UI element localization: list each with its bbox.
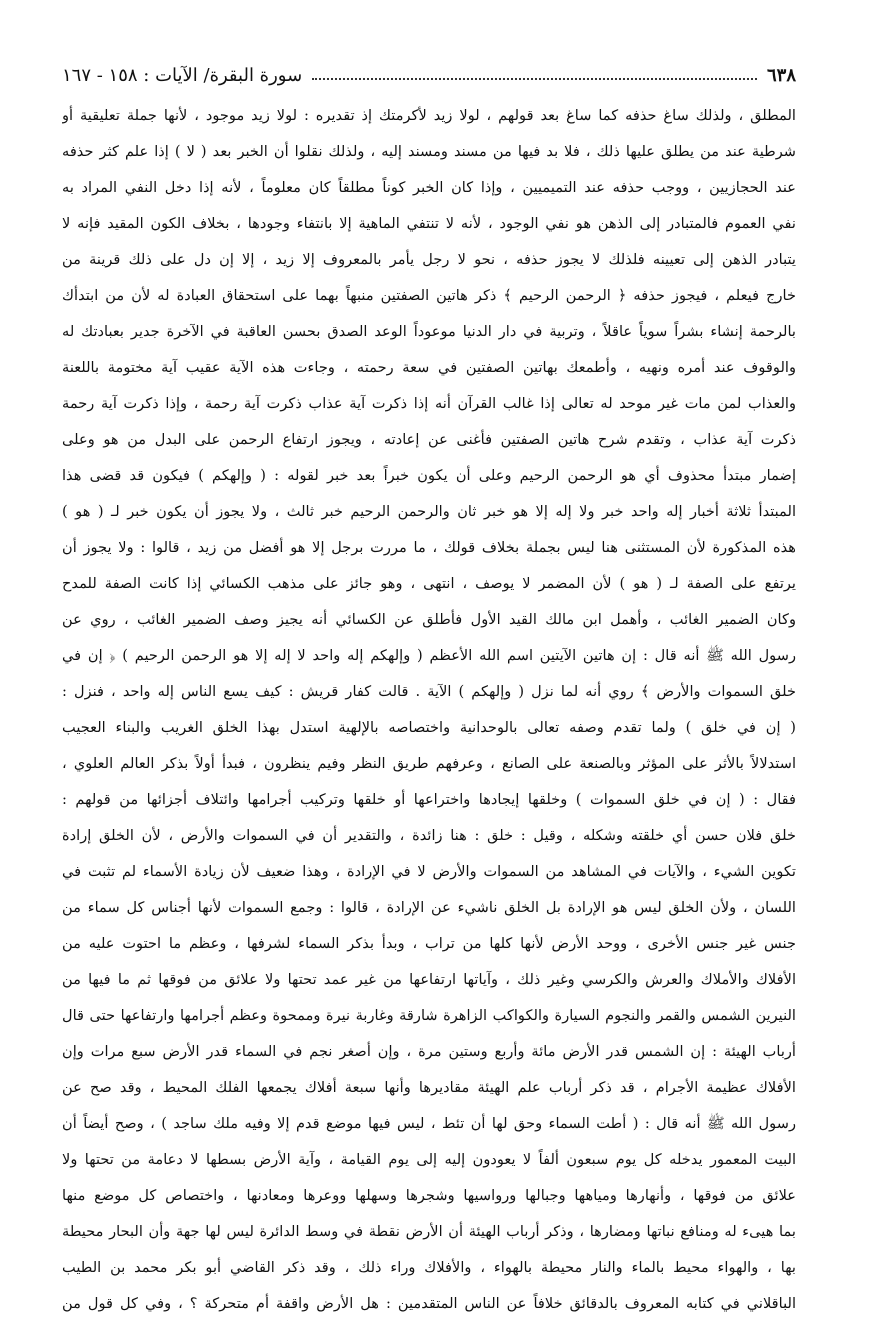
text-line: الأفلاك والأملاك والعرش والكرسي وغير ذلك ، وآياتها ارتفاعها من غير عمد تحتها ولا علائق من فوقها ثم ما فيها من [62, 971, 796, 988]
body-text [62, 98, 796, 1322]
header-dotted-leader [312, 78, 757, 80]
text-line: اللسان ، ولأن الخلق ليس هو الإرادة بل الخلق ناشيء عن الإرادة ، قالوا : وجمع السموات لأنها أجناس كل سماء من [62, 899, 796, 916]
text-line: والعذاب لمن مات غير موحد له تعالى إذا غالب القرآن أنه إذا ذكرت آية عذاب ذكرت آية رحمة ، وإذا ذكرت آية رحمة [62, 395, 796, 412]
text-line: بما هيىء له ومنافع نباتها ومضارها ، وذكر أرباب الهيئة أن الأرض نقطة في وسط الدائرة ليس لها جهة وأن البحار محيطة [62, 1223, 796, 1240]
text-line: ذكرت آية عذاب ، وتقدم شرح هاتين الصفتين فأغنى عن إعادته ، ويجوز ارتفاع الرحمن على البدل من هو وعلى [62, 431, 796, 448]
text-line: خلق السموات والأرض ﴾ روي أنه لما نزل ( وإلهكم ) الآية . قالت كفار قريش : كيف يسع الناس إله واحد ، فنزل : [62, 683, 796, 700]
text-line: الأفلاك عظيمة الأجرام ، قد ذكر أرباب علم الهيئة مقاديرها وأنها سبعة أفلاك يجمعها الفلك المحيط ، وقد صح عن [62, 1079, 796, 1096]
text-line: إضمار مبتدأ محذوف أي هو الرحمن الرحيم وعلى أن يكون خبراً بعد خبر لقوله : ( وإلهكم ) فيكون قد قضى هذا [62, 467, 796, 484]
text-line: وكان الضمير الغائب ، وأهمل ابن مالك القيد الأول فأطلق عن الكسائي أنه يجيز وصف الضمير الغائب ، روي عن [62, 611, 796, 628]
text-line: استدلالاً بالأثر على المؤثر وبالصنعة على الصانع ، وعرفهم طريق النظر وفيم ينظرون ، فبدأ أولاً بذكر العالم العلوي ، [62, 755, 796, 772]
text-line: بالرحمة إنشاء بشراً سوياً عاقلاً ، وتربية في دار الدنيا موعوداً الوعد الصدق بحسن العاقبة في الآخرة جدير بعبادتك له [62, 323, 796, 340]
text-line: يرتفع على الصفة لـ ( هو ) لأن المضمر لا يوصف ، انتهى ، وهو جائز على مذهب الكسائي إذا كانت الصفة للمدح [62, 575, 796, 592]
text-line: يتبادر الذهن إلى تعيينه فلذلك لا يجوز حذفه ، نحو لا رجل يأمر بالمعروف إلا زيد ، إلا إن دل على ذلك قرينة من [62, 251, 796, 268]
running-title: سورة البقرة/ الآيات : ١٥٨ - ١٦٧ [62, 64, 303, 86]
text-line: عند الحجازيين ، ووجب حذفه عند التميميين ، وإذا كان الخبر كوناً مطلقاً كان معلوماً ، لأنه إذا دخل النفي المراد به [62, 179, 796, 196]
text-line: البيت المعمور يدخله كل يوم سبعون ألفاً لا يعودون إليه إلى يوم القيامة ، وآية الأرض بسطها لا دعامة من تحتها ولا [62, 1151, 796, 1168]
text-line: النيرين الشمس والقمر والنجوم السيارة والكواكب الزاهرة شارقة وغاربة نيرة وممحوة وعظم أجرامها وارتفاعها حتى قال [62, 1007, 796, 1024]
text-line: أرباب الهيئة : إن الشمس قدر الأرض مائة وأربع وستين مرة ، وإن أصغر نجم في السماء قدر الأرض سبع مرات وإن [62, 1043, 796, 1060]
text-line: تكوين الشيء ، والآيات في المشاهد من السموات والأرض لا في الإرادة ، وهذا ضعيف لأن زيادة الأسماء لم تثبت في [62, 863, 796, 880]
page-number: ٦٣٨ [766, 64, 796, 86]
text-line: الباقلاني في كتابه المعروف بالدقائق خلافاً عن الناس المتقدمين : هل الأرض واقفة أم متحركة ؟ ، وفي كل قول من [62, 1295, 796, 1312]
text-line: رسول الله ﷺ أنه قال : ( أطت السماء وحق لها أن تئط ، ليس فيها موضع قدم إلا وفيه ملك ساجد ) ، وصح أيضاً أن [62, 1115, 796, 1132]
text-line: رسول الله ﷺ أنه قال : إن هاتين الآيتين اسم الله الأعظم ( وإلهكم إله واحد لا إله إلا هو الرحمن الرحيم ) ﴿ إن في [62, 647, 796, 664]
text-line: ( إن في خلق ) ولما تقدم وصفه تعالى بالوحدانية واختصاصه بالإلهية استدل بهذا الخلق الغريب والبناء العجيب [62, 719, 796, 736]
text-line: جنس غير جنس الأخرى ، ووحد الأرض لأنها كلها من تراب ، وبدأ بذكر السماء لشرفها ، وعظم ما احتوت عليه من [62, 935, 796, 952]
text-line: فقال : ( إن في خلق السموات ) وخلقها إيجادها واختراعها أو خلقها وتركيب أجرامها وائتلاف أجزائها من قولهم : [62, 791, 796, 808]
text-line: خارج فيعلم ، فيجوز حذفه ﴿ الرحمن الرحيم ﴾ ذكر هاتين الصفتين منبهاً بهما على استحقاق العبادة له لأن من ابتدأك [62, 287, 796, 304]
text-line: المبتدأ ثلاثة أخبار إله واحد خبر ولا إله إلا هو خبر ثان والرحمن الرحيم خبر ثالث ، ولا يجوز أن يكون خبر لـ ( هو ) [62, 503, 796, 520]
text-line: والوقوف عند أمره ونهيه ، وأطمعك بهاتين الصفتين في سعة رحمته ، وجاءت هذه الآية عقيب آية مختومة باللعنة [62, 359, 796, 376]
text-line: هذه المذكورة لأن المستثنى هنا ليس بجملة بخلاف قولك ، ما مررت برجل إلا هو أفضل من زيد ، قالوا : ولا يجوز أن [62, 539, 796, 556]
text-line: علائق من فوقها ، وأنهارها ومياهها وجبالها ورواسيها وشجرها وسهلها ووعرها ومعادنها ، واختصاص كل موضع منها [62, 1187, 796, 1204]
text-line: خلق فلان حسن أي خلقته وشكله ، وقيل : خلق : هنا زائدة ، والتقدير أن في السموات والأرض ، لأن الخلق إرادة [62, 827, 796, 844]
text-line: المطلق ، ولذلك ساغ حذفه كما ساغ بعد قولهم ، لولا زيد لأكرمتك إذ تقديره : لولا زيد موجود ، لأنها جملة تعليقية أو [62, 107, 796, 124]
text-line: شرطية عند من يطلق عليها ذلك ، فلا بد فيها من مسند ومسند إليه ، ولذلك نقلوا أن الخبر بعد ( لا ) إذا علم كثر حذفه [62, 143, 796, 160]
text-line: بها ، والهواء محيط بالماء والنار محيطة بالهواء ، والأفلاك وراء ذلك ، وقد ذكر القاضي أبو بكر محمد بن الطيب [62, 1259, 796, 1276]
text-line: نفي العموم فالمتبادر إلى الذهن هو نفي الوجود ، لأنه لا تنتفي الماهية إلا بانتفاء وجودها ، بخلاف الكون المقيد فإنه لا [62, 215, 796, 232]
page-header [62, 58, 796, 92]
